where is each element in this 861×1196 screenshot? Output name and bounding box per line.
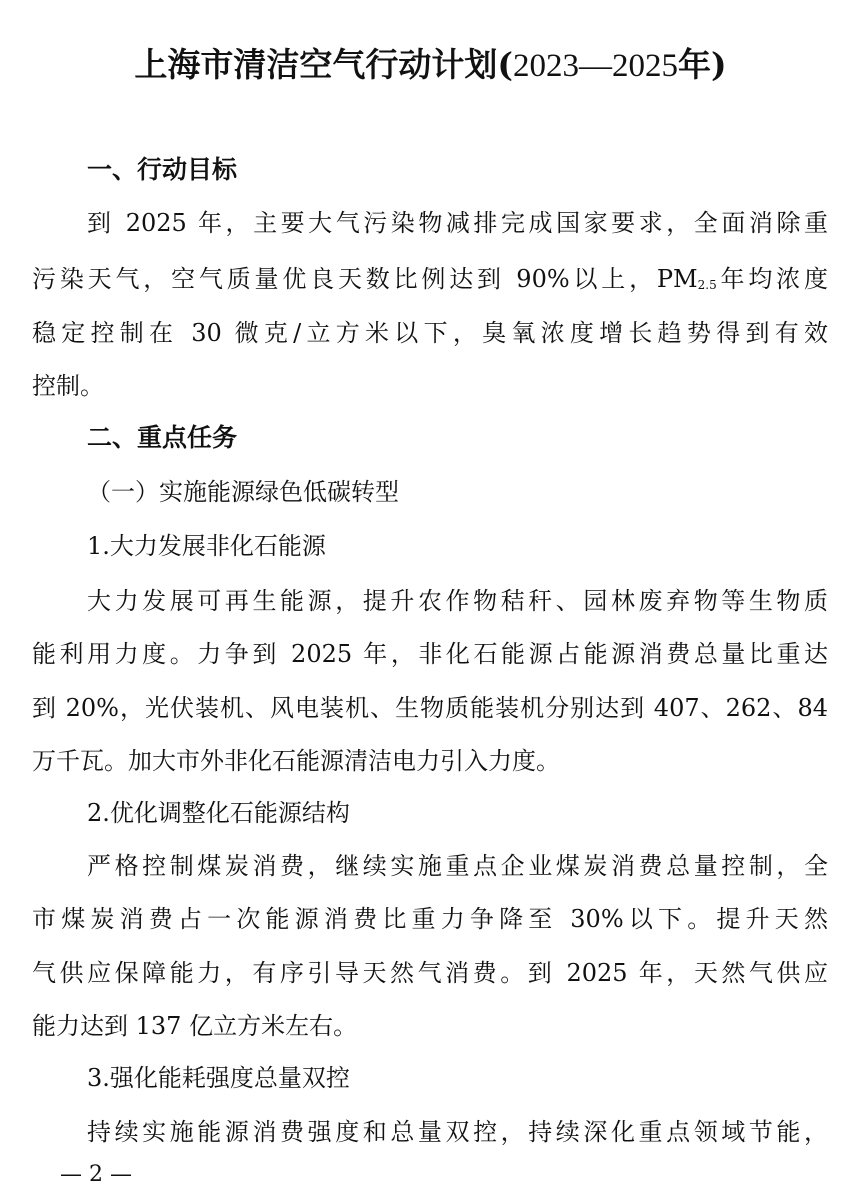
title-main: 上海市清洁空气行动计划( — [134, 45, 513, 84]
pm-label: PM — [656, 265, 698, 293]
paragraph-line: 大力发展可再生能源，提升农作物秸秆、园林废弃物等生物质 — [87, 587, 828, 615]
paragraph-line: 持续实施能源消费强度和总量双控，持续深化重点领域节能， — [87, 1118, 828, 1146]
section-heading-goals: 一、行动目标 — [87, 155, 238, 184]
page-number: — 2 — — [60, 1162, 132, 1187]
paragraph-line: 到 20%，光伏装机、风电装机、生物质能装机分别达到 407、262、84 — [32, 694, 828, 722]
paragraph-line: 稳定控制在 30 微克/立方米以下，臭氧浓度增长趋势得到有效 — [32, 319, 828, 347]
pm-subscript: 2.5 — [697, 278, 717, 292]
document-title — [0, 40, 861, 91]
paragraph-line-text: 污染天气，空气质量优良天数比例达到 90%以上， — [32, 265, 657, 293]
paragraph-line: 气供应保障能力，有序引导天然气消费。到 2025 年，天然气供应 — [32, 959, 828, 987]
item-heading: 3.强化能耗强度总量双控 — [87, 1064, 350, 1092]
paragraph-line: 万千瓦。加大市外非化石能源清洁电力引入力度。 — [32, 747, 560, 775]
item-heading: 1.大力发展非化石能源 — [87, 532, 326, 560]
paragraph-line-pm — [32, 259, 828, 305]
item-heading: 2.优化调整化石能源结构 — [87, 799, 350, 827]
title-years: 2023—2025 — [513, 48, 678, 84]
paragraph-line: 到 2025 年，主要大气污染物减排完成国家要求，全面消除重 — [87, 209, 828, 237]
paragraph-line: 能利用力度。力争到 2025 年，非化石能源占能源消费总量比重达 — [32, 640, 828, 668]
paragraph-line: 严格控制煤炭消费，继续实施重点企业煤炭消费总量控制，全 — [87, 852, 828, 880]
paragraph-line: 市煤炭消费占一次能源消费比重力争降至 30%以下。提升天然 — [32, 905, 828, 933]
section-heading-tasks: 二、重点任务 — [87, 423, 238, 452]
pm25-term — [657, 265, 717, 293]
paragraph-line: 能力达到 137 亿立方米左右。 — [32, 1012, 358, 1040]
title-tail: 年) — [678, 45, 727, 84]
paragraph-line: 控制。 — [32, 372, 104, 400]
subsection-heading: （一）实施能源绿色低碳转型 — [87, 478, 399, 506]
paragraph-line-tail: 年均浓度 — [716, 265, 828, 293]
